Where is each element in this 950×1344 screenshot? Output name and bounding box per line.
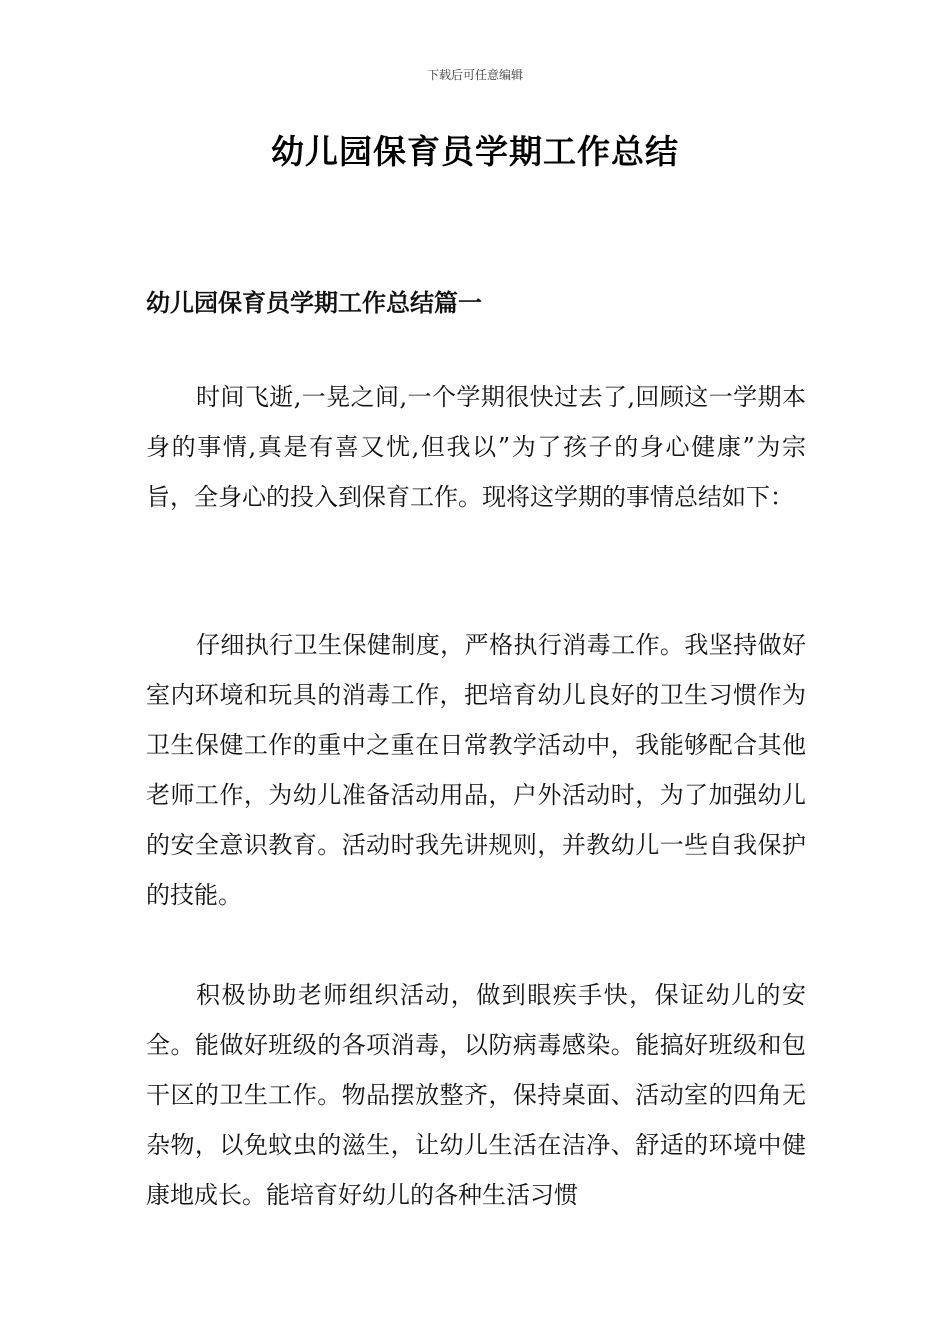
header-note: 下载后可任意编辑 — [426, 68, 523, 82]
paragraph-1: 时间飞逝,一晃之间,一个学期很快过去了,回顾这一学期本身的事情,真是有喜又忧,但我以”为了孩子的身心健康”为宗旨，全身心的投入到保育工作。现将这学期的事情总结如下： — [146, 383, 806, 511]
document-title: 幼儿园保育员学期工作总结 — [271, 132, 679, 171]
paragraph-3: 积极协助老师组织活动，做到眼疾手快，保证幼儿的安全。能做好班级的各项消毒，以防病毒感染。能搞好班级和包干区的卫生工作。物品摆放整齐，保持桌面、活动室的四角无杂物，以免蚊虫的滋生，让幼儿生活在洁净、舒适的环境中健康地成长。能培育好幼儿的各种生活习惯 — [146, 981, 806, 1209]
section-heading: 幼儿园保育员学期工作总结篇一 — [146, 288, 482, 317]
paragraph-2: 仔细执行卫生保健制度，严格执行消毒工作。我坚持做好室内环境和玩具的消毒工作，把培育幼儿良好的卫生习惯作为卫生保健工作的重中之重在日常教学活动中，我能够配合其他老师工作，为幼儿准备活动用品，户外活动时，为了加强幼儿的安全意识教育。活动时我先讲规则，并教幼儿一些自我保护的技能。 — [146, 631, 806, 909]
